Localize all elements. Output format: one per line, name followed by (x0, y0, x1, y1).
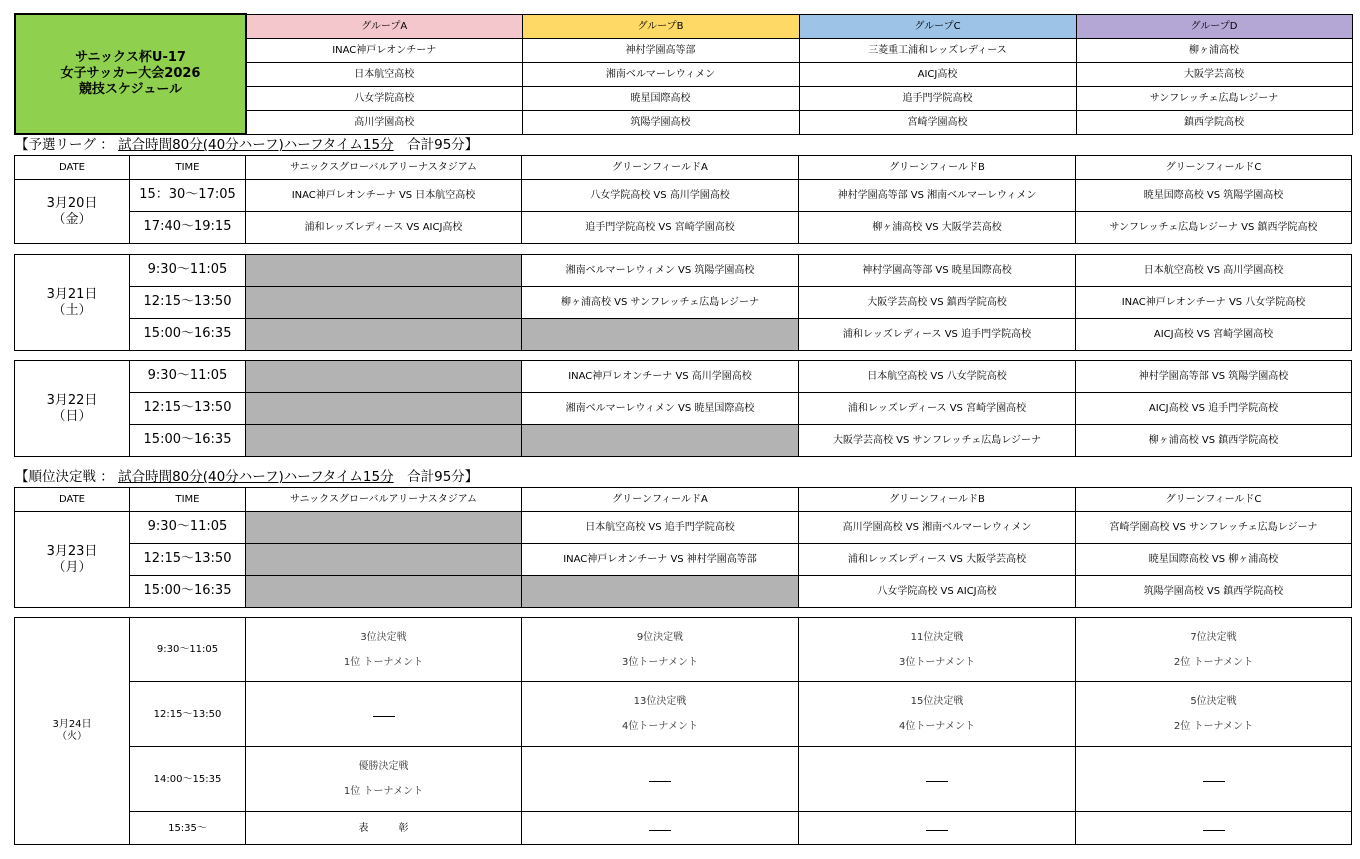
match-cell: 浦和レッズレディース VS AICJ高校 (246, 212, 522, 244)
match-cell (246, 618, 522, 682)
match-cell: 神村学園高等部 VS 暁星国際高校 (799, 255, 1076, 287)
team-cell: AICJ高校 (799, 62, 1076, 86)
date-header: DATE (15, 488, 130, 512)
match-cell: 日本航空高校 VS 追手門学院高校 (522, 512, 799, 544)
tournament-title: サニックス杯U-17 女子サッカー大会2026 競技スケジュール (15, 14, 246, 134)
ranking-section-title (15, 469, 478, 485)
match-cell: 柳ヶ浦高校 VS 大阪学芸高校 (799, 212, 1076, 244)
time-cell: 9:30～11:05 (130, 255, 246, 287)
match-cell: INAC神戸レオンチーナ VS 高川学園高校 (522, 361, 799, 393)
dash-mark (649, 830, 671, 831)
match-cell: AICJ高校 VS 追手門学院高校 (1076, 393, 1352, 425)
date-cell: 3月24日 （火） (15, 618, 130, 845)
match-bracket: 1位 トーナメント (343, 656, 424, 668)
time-header: TIME (130, 488, 246, 512)
time-cell: 17:40～19:15 (130, 212, 246, 244)
match-cell: サンフレッチェ広島レジーナ VS 鎮西学院高校 (1076, 212, 1352, 244)
match-cell: 暁星国際高校 VS 柳ヶ浦高校 (1076, 544, 1352, 576)
time-cell: 15:00～16:35 (130, 425, 246, 457)
team-cell: 暁星国際高校 (522, 86, 799, 110)
team-cell: INAC神戸レオンチーナ (246, 38, 522, 62)
match-bracket: 4位トーナメント (622, 721, 698, 732)
time-cell: 12:15～13:50 (130, 287, 246, 319)
no-match-cell (799, 812, 1076, 845)
match-bracket: 4位トーナメント (899, 721, 975, 732)
date-cell: 3月23日 （月） (15, 512, 130, 608)
dash-mark (1203, 781, 1225, 782)
match-cell: 宮崎学園高校 VS サンフレッチェ広島レジーナ (1076, 512, 1352, 544)
match-cell (799, 682, 1076, 747)
empty-slot (246, 319, 522, 351)
match-cell: 湘南ベルマーレウィメン VS 筑陽学園高校 (522, 255, 799, 287)
match-cell: 柳ヶ浦高校 VS 鎮西学院高校 (1076, 425, 1352, 457)
team-cell: 三菱重工浦和レッズレディース (799, 38, 1076, 62)
group-a-header: グループA (246, 14, 522, 38)
dash-mark (373, 716, 395, 717)
team-cell: 高川学園高校 (246, 110, 522, 134)
group-b-header: グループB (522, 14, 799, 38)
match-cell (1076, 618, 1352, 682)
match-title: 3位決定戦 (360, 631, 407, 643)
empty-slot (246, 425, 522, 457)
team-cell: 筑陽学園高校 (522, 110, 799, 134)
empty-slot (246, 255, 522, 287)
no-match-cell (799, 747, 1076, 812)
ranking-day24-table (14, 617, 1352, 845)
match-title: 5位決定戦 (1190, 696, 1237, 707)
ranking-title-suffix: 合計95分】 (393, 469, 479, 485)
prelim-title-suffix: 合計95分】 (393, 137, 479, 153)
match-cell: 日本航空高校 VS 八女学院高校 (799, 361, 1076, 393)
dash-mark (1203, 830, 1225, 831)
empty-slot (522, 319, 799, 351)
empty-slot (246, 576, 522, 608)
ranking-title-prefix: 【順位決定戦 ： (15, 469, 119, 485)
dash-mark (649, 781, 671, 782)
match-title: 13位決定戦 (633, 696, 687, 707)
match-cell: 浦和レッズレディース VS 大阪学芸高校 (799, 544, 1076, 576)
venue-header: グリーンフィールドB (799, 488, 1076, 512)
venue-header: サニックスグローバルアリーナスタジアム (246, 156, 522, 180)
empty-slot (246, 393, 522, 425)
match-cell: 追手門学院高校 VS 宮崎学園高校 (522, 212, 799, 244)
match-bracket: 2位 トーナメント (1173, 656, 1254, 668)
no-match-cell (522, 812, 799, 845)
match-cell: INAC神戸レオンチーナ VS 八女学院高校 (1076, 287, 1352, 319)
team-cell: 神村学園高等部 (522, 38, 799, 62)
prelim-section-title (15, 137, 478, 153)
time-cell: 14:00～15:35 (130, 747, 246, 812)
empty-slot (246, 544, 522, 576)
team-cell: 八女学院高校 (246, 86, 522, 110)
prelim-day2-table (14, 254, 1352, 351)
venue-header: グリーンフィールドB (799, 156, 1076, 180)
time-cell: 9:30～11:05 (130, 618, 246, 682)
match-cell: 浦和レッズレディース VS 宮崎学園高校 (799, 393, 1076, 425)
empty-slot (522, 425, 799, 457)
match-cell (246, 747, 522, 812)
match-cell: 浦和レッズレディース VS 追手門学院高校 (799, 319, 1076, 351)
no-match-cell (522, 747, 799, 812)
dash-mark (926, 830, 948, 831)
match-cell (522, 618, 799, 682)
empty-slot (522, 576, 799, 608)
match-bracket: 1位 トーナメント (343, 786, 424, 797)
team-cell: 日本航空高校 (246, 62, 522, 86)
ranking-day23-table (14, 487, 1352, 608)
time-cell: 9:30～11:05 (130, 512, 246, 544)
ranking-title-underlined: 試合時間80分(40分ハーフ)ハーフタイム15分 (118, 469, 394, 485)
match-cell: AICJ高校 VS 宮崎学園高校 (1076, 319, 1352, 351)
match-cell (522, 682, 799, 747)
team-cell: サンフレッチェ広島レジーナ (1076, 86, 1352, 110)
team-cell: 鎮西学院高校 (1076, 110, 1352, 134)
match-title: 9位決定戦 (636, 631, 684, 643)
match-cell: INAC神戸レオンチーナ VS 日本航空高校 (246, 180, 522, 212)
time-cell: 15:35～ (130, 812, 246, 845)
prelim-title-underlined: 試合時間80分(40分ハーフ)ハーフタイム15分 (118, 137, 394, 153)
team-cell: 柳ヶ浦高校 (1076, 38, 1352, 62)
time-cell: 15:00～16:35 (130, 319, 246, 351)
match-bracket: 3位トーナメント (899, 656, 975, 668)
match-cell: 高川学園高校 VS 湘南ベルマーレウィメン (799, 512, 1076, 544)
match-title: 7位決定戦 (1190, 631, 1237, 643)
time-cell: 9:30～11:05 (130, 361, 246, 393)
empty-slot (246, 512, 522, 544)
date-cell: 3月20日 （金） (15, 180, 130, 244)
prelim-title-prefix: 【予選リーグ ： (15, 137, 119, 153)
empty-slot (246, 287, 522, 319)
no-match-cell (1076, 812, 1352, 845)
match-cell: 暁星国際高校 VS 筑陽学園高校 (1076, 180, 1352, 212)
time-cell: 12:15～13:50 (130, 393, 246, 425)
match-cell: 湘南ベルマーレウィメン VS 暁星国際高校 (522, 393, 799, 425)
no-match-cell (246, 682, 522, 747)
match-bracket: 2位 トーナメント (1173, 721, 1254, 732)
team-cell: 宮崎学園高校 (799, 110, 1076, 134)
empty-slot (246, 361, 522, 393)
time-cell: 12:15～13:50 (130, 544, 246, 576)
match-cell: 大阪学芸高校 VS サンフレッチェ広島レジーナ (799, 425, 1076, 457)
match-cell: 八女学院高校 VS 高川学園高校 (522, 180, 799, 212)
team-cell: 大阪学芸高校 (1076, 62, 1352, 86)
team-cell: 湘南ベルマーレウィメン (522, 62, 799, 86)
match-cell: 神村学園高等部 VS 筑陽学園高校 (1076, 361, 1352, 393)
group-c-header: グループC (799, 14, 1076, 38)
match-cell (799, 618, 1076, 682)
match-cell (1076, 682, 1352, 747)
match-title: 11位決定戦 (910, 631, 964, 643)
time-cell: 15:00～16:35 (130, 576, 246, 608)
venue-header: サニックスグローバルアリーナスタジアム (246, 488, 522, 512)
match-title: 優勝決定戦 (358, 761, 409, 772)
date-header: DATE (15, 156, 130, 180)
venue-header: グリーンフィールドA (522, 488, 799, 512)
team-cell: 追手門学院高校 (799, 86, 1076, 110)
match-cell: 神村学園高等部 VS 湘南ベルマーレウィメン (799, 180, 1076, 212)
time-header: TIME (130, 156, 246, 180)
match-cell: 大阪学芸高校 VS 鎮西学院高校 (799, 287, 1076, 319)
match-cell: 八女学院高校 VS AICJ高校 (799, 576, 1076, 608)
time-cell: 15：30～17:05 (130, 180, 246, 212)
prelim-day1-table (14, 155, 1352, 244)
match-cell: 日本航空高校 VS 高川学園高校 (1076, 255, 1352, 287)
group-table (14, 13, 1353, 135)
match-title: 15位決定戦 (910, 696, 964, 707)
prelim-day3-table (14, 360, 1352, 457)
match-cell: INAC神戸レオンチーナ VS 神村学園高等部 (522, 544, 799, 576)
date-cell: 3月22日 （日） (15, 361, 130, 457)
match-cell: 柳ヶ浦高校 VS サンフレッチェ広島レジーナ (522, 287, 799, 319)
group-d-header: グループD (1076, 14, 1352, 38)
venue-header: グリーンフィールドC (1076, 488, 1352, 512)
match-bracket: 3位トーナメント (622, 656, 698, 668)
venue-header: グリーンフィールドA (522, 156, 799, 180)
match-cell: 筑陽学園高校 VS 鎮西学院高校 (1076, 576, 1352, 608)
venue-header: グリーンフィールドC (1076, 156, 1352, 180)
dash-mark (926, 781, 948, 782)
time-cell: 12:15～13:50 (130, 682, 246, 747)
date-cell: 3月21日 （土） (15, 255, 130, 351)
no-match-cell (1076, 747, 1352, 812)
award-ceremony-cell: 表彰 (246, 812, 522, 845)
